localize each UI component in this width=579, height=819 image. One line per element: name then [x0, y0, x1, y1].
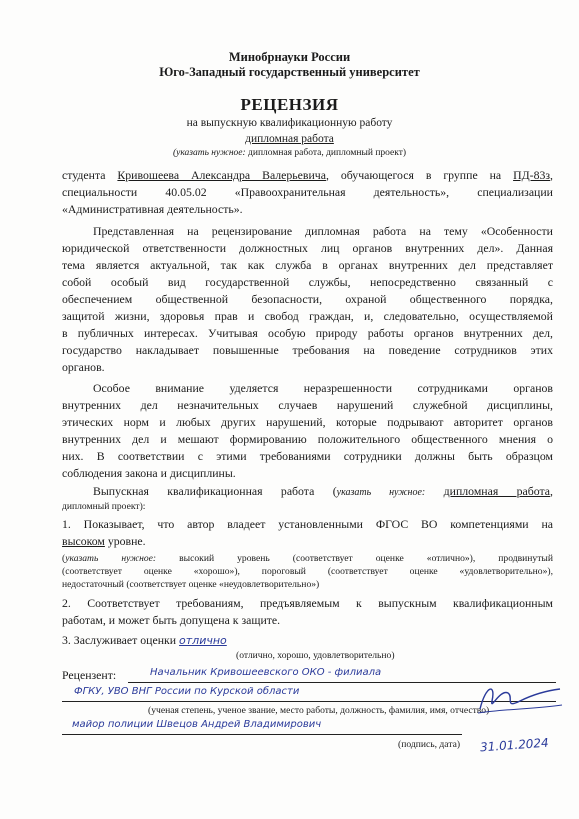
vkr-line-1	[93, 484, 553, 499]
reviewer-hint: (ученая степень, ученое звание, место работы, должность, фамилия, имя, отчество)	[148, 705, 490, 716]
document-title: РЕЦЕНЗИЯ	[240, 95, 339, 114]
reviewer-handwritten-1: Начальник Кривошеевского ОКО - филиала	[150, 667, 382, 678]
para1-line-8: государство накладывает повышенные требования на поведение сотрудников этих	[62, 343, 553, 357]
item1-level-post: уровне.	[104, 534, 146, 548]
student-line-1	[62, 168, 553, 183]
para1-line-1: Представленная на рецензирование дипломная работа на тему «Особенности	[93, 224, 553, 238]
student-mid: , обучающегося в группе на	[325, 168, 514, 182]
para1-line-5: обеспечением общественной безопасности, охраной общественного порядка,	[62, 292, 553, 306]
para1-line-4: собой особый вид государственной службы, непосредственно связанный с	[62, 275, 553, 289]
work-type	[0, 133, 579, 145]
para2-line-2: внутренних дел незначительных случаев нарушений служебной дисциплины,	[62, 398, 553, 412]
reviewer-line-3	[62, 734, 462, 735]
university-name: Юго-Западный государственный университет	[159, 65, 420, 79]
reviewer-handwritten-3: майор полиции Швецов Андрей Владимирович	[72, 719, 322, 730]
para2-line-4: внутренних дел и мешают формированию положительного общественного мнения о	[62, 432, 553, 446]
item3-text: 3. Заслуживает оценки	[62, 633, 180, 647]
para1-line-2: юридической ответственности должностных лиц органов внутренних дел». Данная	[62, 241, 553, 255]
signature-hint: (подпись, дата)	[398, 739, 461, 750]
reviewer-label: Рецензент:	[62, 668, 117, 682]
student-line-3: «Административная деятельность».	[62, 202, 243, 216]
item1-hint-line-1: (указать нужное: высокий уровень (соответствует оценке «отлично»), продвинутый	[62, 553, 553, 564]
signature-mark	[474, 679, 564, 719]
vkr-hint: указать нужное:	[336, 487, 426, 498]
reviewer-handwritten-2: ФГКУ, УВО ВНГ России по Курской области	[74, 686, 300, 697]
student-group: ПД-83з	[513, 168, 551, 182]
item1-hint-line-3: недостаточный (соответствует оценке «неудовлетворительно»)	[62, 579, 320, 590]
work-type-hint-rest: дипломная работа, дипломный проект)	[245, 148, 407, 158]
item3-line	[62, 633, 227, 648]
item1-level: высоком	[62, 534, 105, 548]
item1-line-1: 1. Показывает, что автор владеет установленными ФГОС ВО компетенциями на	[62, 517, 553, 531]
ministry-name: Минобрнауки России	[228, 50, 351, 64]
work-type-value: дипломная работа	[245, 133, 334, 145]
student-line-2: специальности 40.05.02 «Правоохранительная деятельность», специализации	[62, 185, 553, 199]
student-name: Кривошеева Александра Валерьевича	[117, 168, 326, 182]
para2-line-6: соблюдения закона и дисциплины.	[62, 466, 236, 480]
item2-line-1: 2. Соответствует требованиям, предъявляемым к выпускным квалификационным	[62, 596, 553, 610]
item2-line-2: работам, и может быть допущена к защите.	[62, 613, 281, 627]
para1-line-9: органов.	[62, 360, 105, 374]
vkr-post: ,	[550, 484, 553, 498]
work-type-hint	[0, 148, 579, 158]
item1-hint-italic: указать нужное:	[65, 553, 157, 564]
student-prefix: студента	[62, 168, 118, 182]
item1-hint-line-2: (соответствует оценке «хорошо»), пороговый (соответствует оценке «удовлетворительно»),	[62, 566, 553, 577]
document-subtitle: на выпускную квалификационную работу	[186, 117, 393, 129]
para1-line-7: в публичных интересах. Учитывая особую природу работы органов внутренних дел,	[62, 326, 553, 340]
signature-date: 31.01.2024	[479, 735, 550, 755]
item3-hint: (отлично, хорошо, удовлетворительно)	[236, 650, 395, 661]
para2-line-1: Особое внимание уделяется неразрешенности сотрудниками органов	[93, 381, 553, 395]
para2-line-3: этических норм и любых других нарушений, которые подрывают авторитет органов	[62, 415, 553, 429]
vkr-line-2: дипломный проект):	[62, 501, 146, 512]
para1-line-3: тема является актуальной, так как служба в органах внутренних дел представляет	[62, 258, 553, 272]
para1-line-6: защитой жизни, здоровья прав и свобод граждан, и, следовательно, осуществляемой	[62, 309, 553, 323]
student-post: ,	[550, 168, 553, 182]
item1-hint-rest: высокий уровень (соответствует оценке «отлично»), продвинутый	[156, 553, 553, 564]
vkr-choice: дипломная работа	[443, 484, 551, 498]
vkr-prefix: Выпускная квалификационная работа (	[93, 484, 337, 498]
item1-line-2	[62, 534, 146, 549]
item3-grade: отлично	[179, 634, 227, 647]
work-type-hint-italic: (указать нужное:	[172, 148, 246, 158]
para2-line-5: них. В соответствии с этими требованиями сотрудники должны быть образцом	[62, 449, 553, 463]
